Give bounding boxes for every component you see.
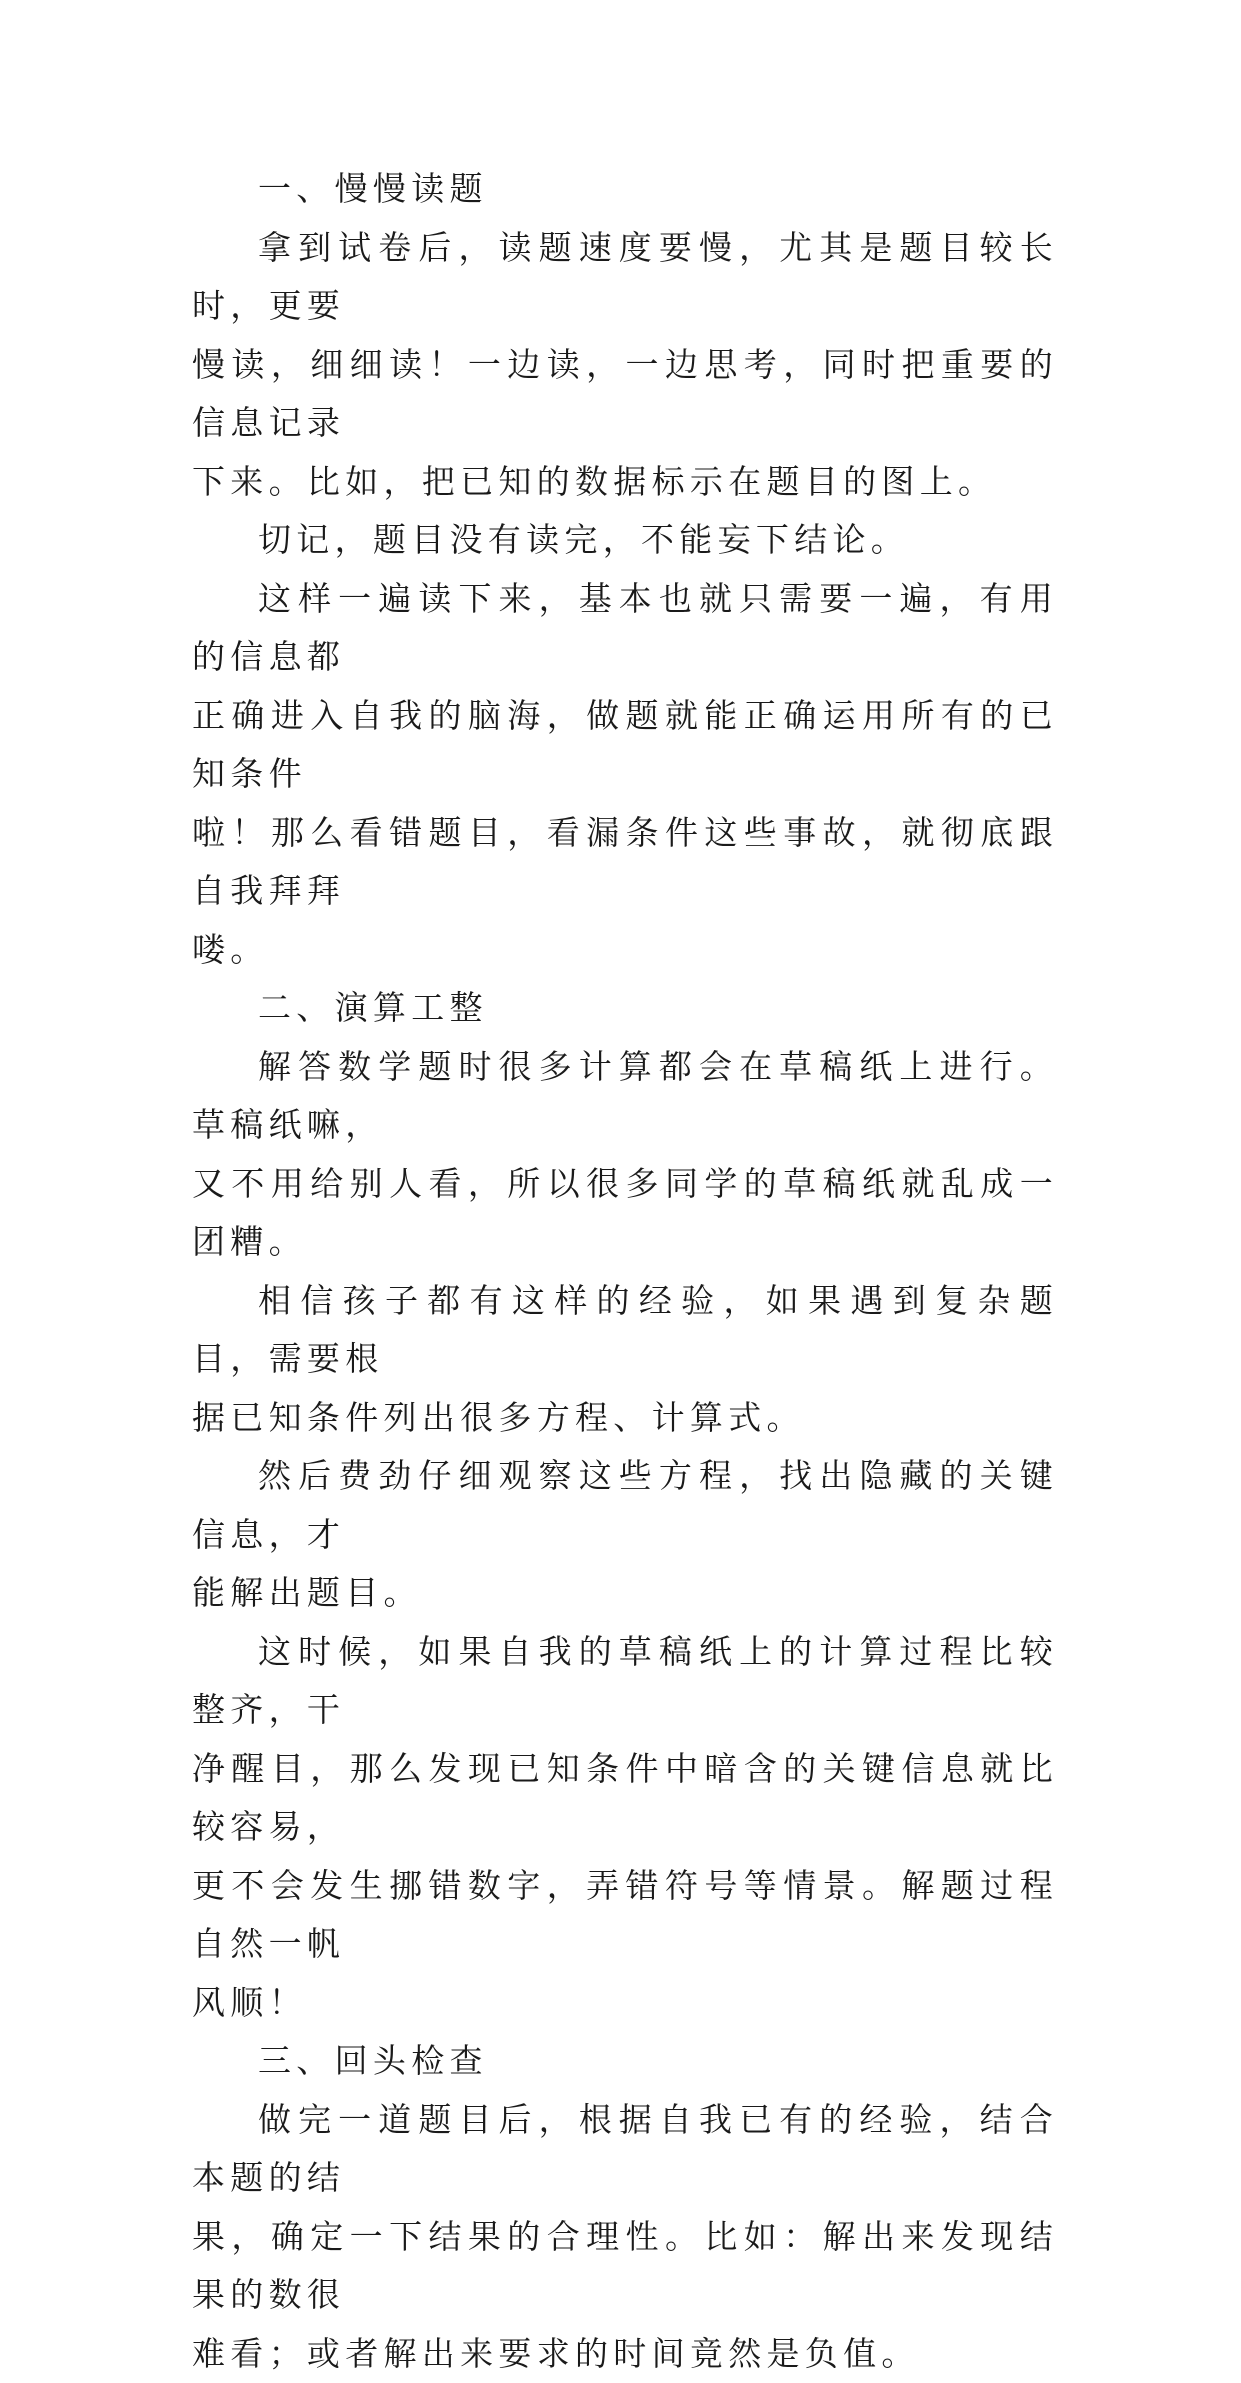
text-line: 相信孩子都有这样的经验，如果遇到复杂题目，需要根: [192, 1272, 1058, 1389]
paragraph-remember: [192, 511, 1058, 570]
text-line: 下来。比如，把已知的数据标示在题目的图上。: [192, 453, 1058, 512]
paragraph-draft-paper: [192, 1038, 1058, 1272]
text-line: 这样一遍读下来，基本也就只需要一遍，有用的信息都: [192, 570, 1058, 687]
text-line: 慢读，细细读！一边读，一边思考，同时把重要的信息记录: [192, 336, 1058, 453]
text-line: 难看；或者解出来要求的时间竟然是负值。: [192, 2325, 1058, 2383]
text-line: 净醒目，那么发现已知条件中暗含的关键信息就比较容易，: [192, 1740, 1058, 1857]
text-line: 这时候，如果自我的草稿纸上的计算过程比较整齐，干: [192, 1623, 1058, 1740]
paragraph-check: [192, 2091, 1058, 2383]
text-line: 风顺！: [192, 1974, 1058, 2033]
text-line: 正确进入自我的脑海，做题就能正确运用所有的已知条件: [192, 687, 1058, 804]
text-line: 果，确定一下结果的合理性。比如：解出来发现结果的数很: [192, 2208, 1058, 2325]
text-line: 然后费劲仔细观察这些方程，找出隐藏的关键信息，才: [192, 1447, 1058, 1564]
text-line: 又不用给别人看，所以很多同学的草稿纸就乱成一团糟。: [192, 1155, 1058, 1272]
paragraph-read-once: [192, 570, 1058, 980]
text-line: 更不会发生挪错数字，弄错符号等情景。解题过程自然一帆: [192, 1857, 1058, 1974]
paragraph-observe: [192, 1447, 1058, 1623]
text-line: 三、回头检查: [192, 2032, 1058, 2091]
text-line: 一、慢慢读题: [192, 160, 1058, 219]
text-line: 做完一道题目后，根据自我已有的经验，结合本题的结: [192, 2091, 1058, 2208]
text-line: 拿到试卷后，读题速度要慢，尤其是题目较长时，更要: [192, 219, 1058, 336]
heading-3: [192, 2032, 1058, 2091]
paragraph-neat-work: [192, 1623, 1058, 2033]
text-line: 据已知条件列出很多方程、计算式。: [192, 1389, 1058, 1448]
paragraph-read-slowly: [192, 219, 1058, 512]
document-page: [192, 160, 1058, 2383]
heading-1: [192, 160, 1058, 219]
text-line: 喽。: [192, 921, 1058, 980]
text-line: 解答数学题时很多计算都会在草稿纸上进行。草稿纸嘛，: [192, 1038, 1058, 1155]
heading-2: [192, 979, 1058, 1038]
text-line: 能解出题目。: [192, 1564, 1058, 1623]
text-line: 啦！那么看错题目，看漏条件这些事故，就彻底跟自我拜拜: [192, 804, 1058, 921]
paragraph-experience: [192, 1272, 1058, 1448]
text-line: 切记，题目没有读完，不能妄下结论。: [192, 511, 1058, 570]
text-line: 二、演算工整: [192, 979, 1058, 1038]
